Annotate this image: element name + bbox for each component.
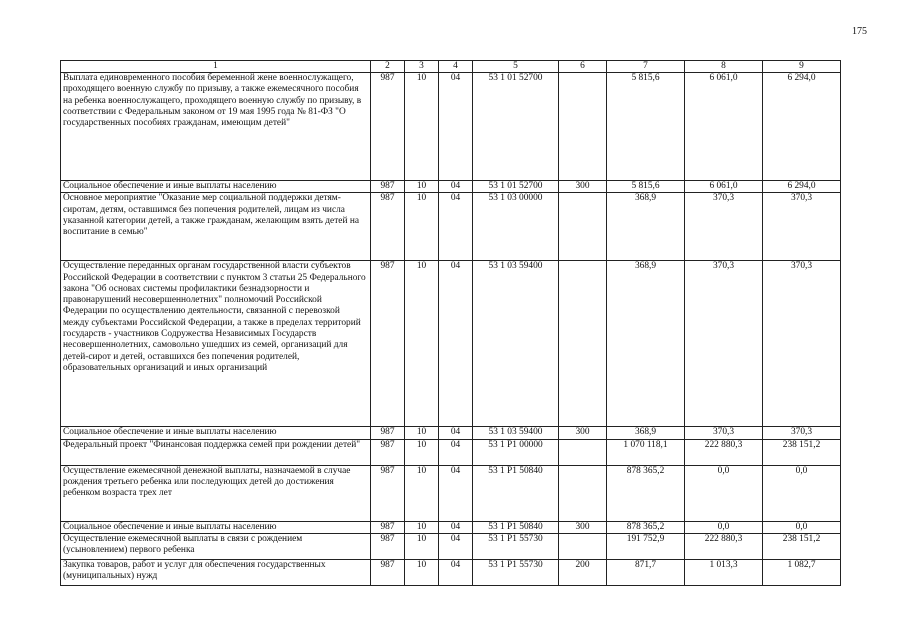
header-col-9: 9 bbox=[763, 61, 841, 73]
row-col4: 04 bbox=[439, 261, 473, 427]
row-col7: 871,7 bbox=[607, 559, 685, 585]
row-col3: 10 bbox=[405, 465, 439, 521]
row-col2: 987 bbox=[371, 439, 405, 465]
header-col-7: 7 bbox=[607, 61, 685, 73]
row-col5: 53 1 P1 50840 bbox=[473, 465, 559, 521]
row-col9: 238 151,2 bbox=[763, 439, 841, 465]
row-name: Основное мероприятие "Оказание мер социальной поддержки детям-сиротам, детям, оставшимся без попечения родителей, лицам из числа указанной категории детей, а также гражданам, желающим взять детей на воспитание в семью" bbox=[61, 193, 371, 261]
row-col7: 368,9 bbox=[607, 193, 685, 261]
row-col9: 6 294,0 bbox=[763, 73, 841, 181]
row-col9: 370,3 bbox=[763, 261, 841, 427]
row-col8: 0,0 bbox=[685, 465, 763, 521]
row-name: Социальное обеспечение и иные выплаты населению bbox=[61, 521, 371, 533]
header-col-3: 3 bbox=[405, 61, 439, 73]
row-col4: 04 bbox=[439, 181, 473, 193]
row-col7: 368,9 bbox=[607, 261, 685, 427]
row-col6 bbox=[559, 193, 607, 261]
row-col9: 0,0 bbox=[763, 465, 841, 521]
row-col6 bbox=[559, 533, 607, 559]
row-col7: 878 365,2 bbox=[607, 521, 685, 533]
row-col5: 53 1 P1 55730 bbox=[473, 533, 559, 559]
row-col9: 370,3 bbox=[763, 427, 841, 439]
row-col2: 987 bbox=[371, 533, 405, 559]
row-col3: 10 bbox=[405, 439, 439, 465]
row-col5: 53 1 P1 55730 bbox=[473, 559, 559, 585]
row-col3: 10 bbox=[405, 73, 439, 181]
row-col5: 53 1 P1 50840 bbox=[473, 521, 559, 533]
row-name: Осуществление переданных органам государственной власти субъектов Российской Федерации в соответствии с пунктом 3 статьи 25 Федерального закона "Об основах системы профилактики безнадзорности и правонарушений несовершеннолетних" полномочий Российской Федерации по осуществлению деятельности, связанной с перевозкой между субъектами Российской Федерации, а также в пределах территорий государств - участников Содружества Независимых Государств несовершеннолетних, самовольно ушедших из семей, организаций для детей-сирот и детей, оставшихся без попечения родителей, образовательных организаций и иных организаций bbox=[61, 261, 371, 427]
table-row bbox=[61, 521, 841, 533]
table-row bbox=[61, 559, 841, 585]
row-col6 bbox=[559, 465, 607, 521]
table-row bbox=[61, 73, 841, 181]
row-name: Федеральный проект "Финансовая поддержка семей при рождении детей" bbox=[61, 439, 371, 465]
row-col9: 0,0 bbox=[763, 521, 841, 533]
budget-table bbox=[60, 60, 841, 586]
row-name: Закупка товаров, работ и услуг для обеспечения государственных (муниципальных) нужд bbox=[61, 559, 371, 585]
row-col6: 300 bbox=[559, 427, 607, 439]
row-col2: 987 bbox=[371, 427, 405, 439]
row-col3: 10 bbox=[405, 181, 439, 193]
row-col7: 5 815,6 bbox=[607, 181, 685, 193]
row-col2: 987 bbox=[371, 73, 405, 181]
row-col6: 300 bbox=[559, 521, 607, 533]
row-col8: 6 061,0 bbox=[685, 73, 763, 181]
row-col8: 370,3 bbox=[685, 261, 763, 427]
row-col8: 222 880,3 bbox=[685, 533, 763, 559]
row-col4: 04 bbox=[439, 465, 473, 521]
row-col2: 987 bbox=[371, 465, 405, 521]
row-col7: 878 365,2 bbox=[607, 465, 685, 521]
row-col4: 04 bbox=[439, 427, 473, 439]
header-row bbox=[61, 61, 841, 73]
row-col8: 370,3 bbox=[685, 427, 763, 439]
row-col8: 222 880,3 bbox=[685, 439, 763, 465]
row-col5: 53 1 03 59400 bbox=[473, 261, 559, 427]
row-col8: 0,0 bbox=[685, 521, 763, 533]
row-name: Социальное обеспечение и иные выплаты населению bbox=[61, 427, 371, 439]
header-col-8: 8 bbox=[685, 61, 763, 73]
row-col8: 370,3 bbox=[685, 193, 763, 261]
page-number: 175 bbox=[852, 26, 867, 37]
row-col3: 10 bbox=[405, 427, 439, 439]
row-col6 bbox=[559, 73, 607, 181]
row-col9: 6 294,0 bbox=[763, 181, 841, 193]
row-name: Осуществление ежемесячной выплаты в связи с рождением (усыновлением) первого ребенка bbox=[61, 533, 371, 559]
row-col4: 04 bbox=[439, 533, 473, 559]
row-name: Осуществление ежемесячной денежной выплаты, назначаемой в случае рождения третьего ребенка или последующих детей до достижения ребенком возраста трех лет bbox=[61, 465, 371, 521]
table-row bbox=[61, 181, 841, 193]
row-name: Социальное обеспечение и иные выплаты населению bbox=[61, 181, 371, 193]
row-col6 bbox=[559, 261, 607, 427]
row-col7: 1 070 118,1 bbox=[607, 439, 685, 465]
row-col2: 987 bbox=[371, 181, 405, 193]
header-col-4: 4 bbox=[439, 61, 473, 73]
row-col6 bbox=[559, 439, 607, 465]
row-col3: 10 bbox=[405, 193, 439, 261]
row-col5: 53 1 03 59400 bbox=[473, 427, 559, 439]
header-col-1: 1 bbox=[61, 61, 371, 73]
row-col9: 370,3 bbox=[763, 193, 841, 261]
row-name: Выплата единовременного пособия беременной жене военнослужащего, проходящего военную службу по призыву, а также ежемесячного пособия на ребенка военнослужащего, проходящего военную службу по призыву, в соответствии с Федеральным законом от 19 мая 1995 года № 81-ФЗ "О государственных пособиях гражданам, имеющим детей" bbox=[61, 73, 371, 181]
table-row bbox=[61, 533, 841, 559]
row-col2: 987 bbox=[371, 521, 405, 533]
row-col4: 04 bbox=[439, 193, 473, 261]
row-col2: 987 bbox=[371, 193, 405, 261]
table-row bbox=[61, 465, 841, 521]
row-col6: 200 bbox=[559, 559, 607, 585]
table-row bbox=[61, 439, 841, 465]
row-col2: 987 bbox=[371, 261, 405, 427]
row-col9: 1 082,7 bbox=[763, 559, 841, 585]
table-row bbox=[61, 261, 841, 427]
table-row bbox=[61, 427, 841, 439]
row-col9: 238 151,2 bbox=[763, 533, 841, 559]
row-col3: 10 bbox=[405, 261, 439, 427]
row-col4: 04 bbox=[439, 521, 473, 533]
row-col4: 04 bbox=[439, 559, 473, 585]
row-col5: 53 1 01 52700 bbox=[473, 73, 559, 181]
row-col4: 04 bbox=[439, 439, 473, 465]
row-col2: 987 bbox=[371, 559, 405, 585]
row-col3: 10 bbox=[405, 521, 439, 533]
row-col6: 300 bbox=[559, 181, 607, 193]
row-col5: 53 1 P1 00000 bbox=[473, 439, 559, 465]
row-col7: 368,9 bbox=[607, 427, 685, 439]
header-col-6: 6 bbox=[559, 61, 607, 73]
row-col7: 5 815,6 bbox=[607, 73, 685, 181]
header-col-5: 5 bbox=[473, 61, 559, 73]
row-col3: 10 bbox=[405, 559, 439, 585]
row-col8: 6 061,0 bbox=[685, 181, 763, 193]
table-row bbox=[61, 193, 841, 261]
header-col-2: 2 bbox=[371, 61, 405, 73]
row-col5: 53 1 01 52700 bbox=[473, 181, 559, 193]
row-col7: 191 752,9 bbox=[607, 533, 685, 559]
row-col8: 1 013,3 bbox=[685, 559, 763, 585]
row-col5: 53 1 03 00000 bbox=[473, 193, 559, 261]
row-col4: 04 bbox=[439, 73, 473, 181]
row-col3: 10 bbox=[405, 533, 439, 559]
